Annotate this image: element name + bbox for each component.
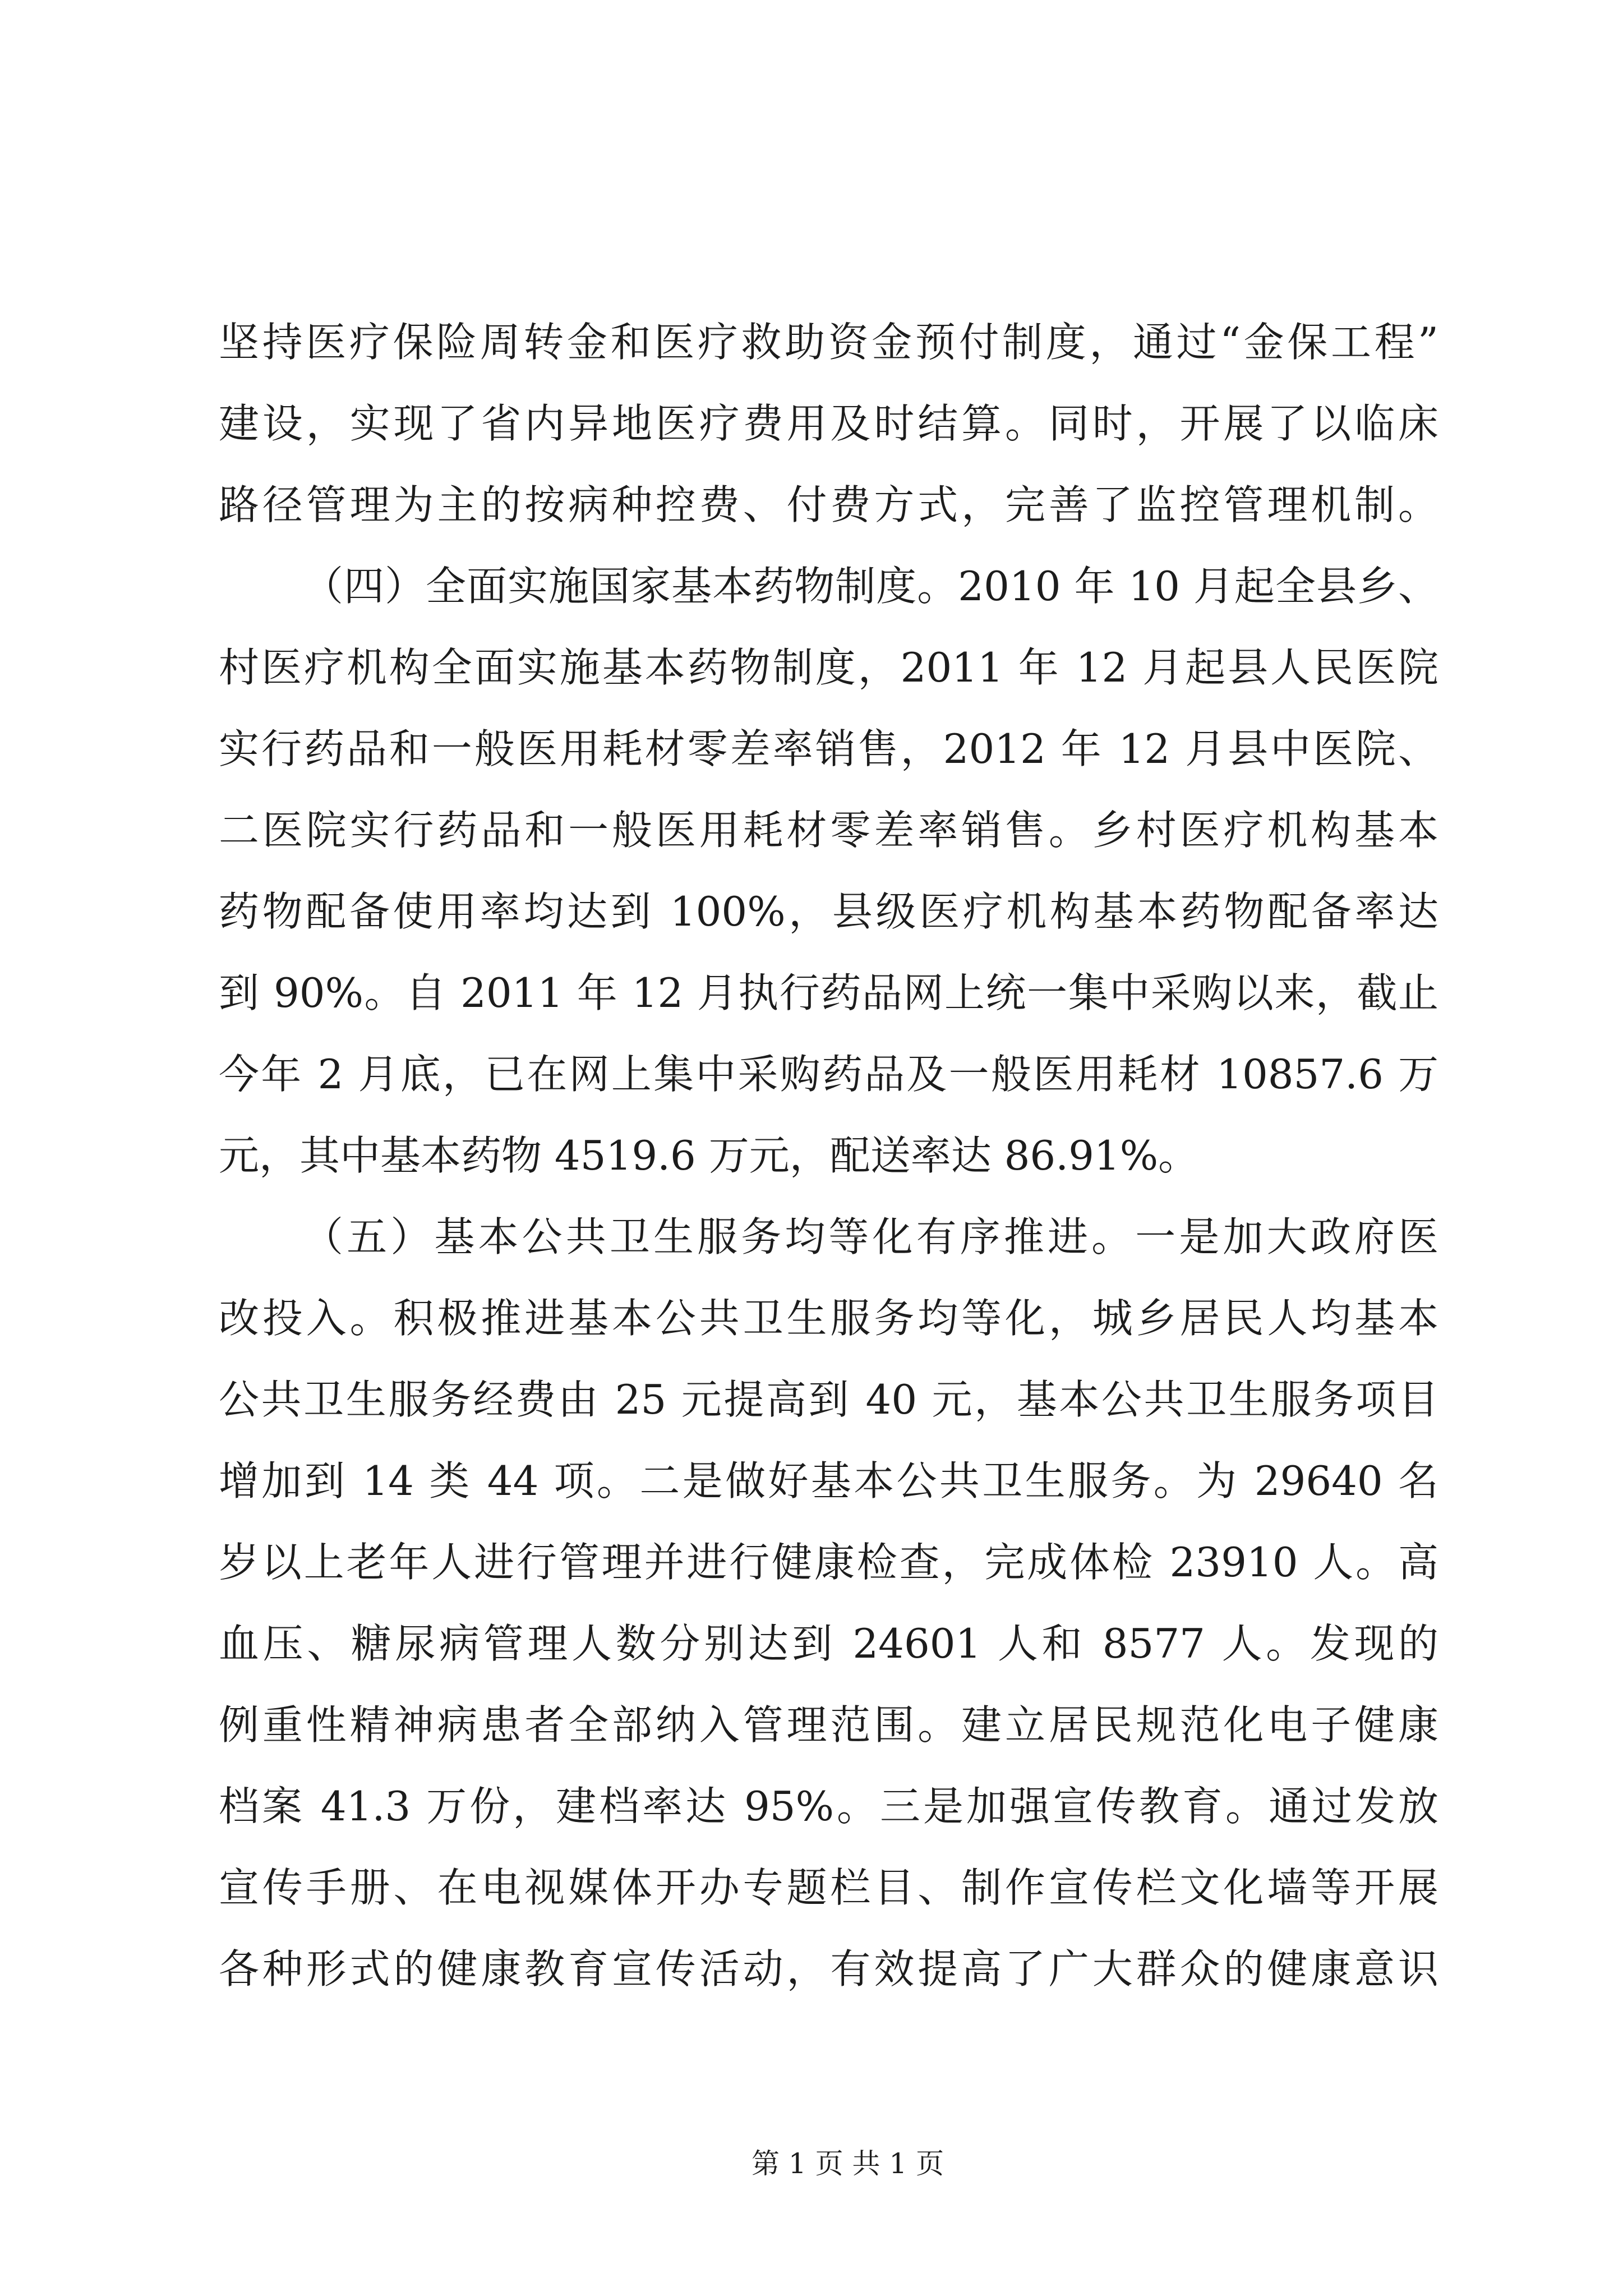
text-line: 建设，实现了省内异地医疗费用及时结算。同时，开展了以临床: [219, 400, 1438, 447]
text-line: 血压、糖尿病管理人数分别达到 24601 人和 8577 人。发现的: [219, 1620, 1438, 1667]
page-footer: 第 1 页 共 1 页: [751, 2147, 944, 2180]
text-line: 例重性精神病患者全部纳入管理范围。建立居民规范化电子健康: [219, 1701, 1438, 1749]
text-line: 村医疗机构全面实施基本药物制度，2011 年 12 月起县人民医院: [219, 644, 1438, 691]
text-line: 改投入。积极推进基本公共卫生服务均等化，城乡居民人均基本: [219, 1295, 1438, 1342]
text-line: 实行药品和一般医用耗材零差率销售，2012 年 12 月县中医院、: [219, 725, 1438, 772]
text-line: 坚持医疗保险周转金和医疗救助资金预付制度，通过“金保工程”: [219, 319, 1438, 366]
text-line: 公共卫生服务经费由 25 元提高到 40 元，基本公共卫生服务项目: [219, 1376, 1438, 1423]
text-line: 档案 41.3 万份，建档率达 95%。三是加强宣传教育。通过发放: [219, 1783, 1438, 1830]
text-line: （四）全面实施国家基本药物制度。2010 年 10 月起全县乡、: [303, 563, 1438, 610]
text-line: 各种形式的健康教育宣传活动，有效提高了广大群众的健康意识: [219, 1945, 1438, 1993]
text-line: （五）基本公共卫生服务均等化有序推进。一是加大政府医: [303, 1213, 1438, 1260]
document-body: [219, 302, 1438, 2010]
text-line: 路径管理为主的按病种控费、付费方式，完善了监控管理机制。: [219, 481, 1438, 528]
text-line: 二医院实行药品和一般医用耗材零差率销售。乡村医疗机构基本: [219, 807, 1438, 854]
text-line: 到 90%。自 2011 年 12 月执行药品网上统一集中采购以来，截止: [219, 969, 1438, 1016]
text-line: 增加到 14 类 44 项。二是做好基本公共卫生服务。为 29640 名: [219, 1457, 1438, 1504]
text-line: 药物配备使用率均达到 100%，县级医疗机构基本药物配备率达: [219, 888, 1438, 935]
text-line: 元，其中基本药物 4519.6 万元，配送率达 86.91%。: [219, 1132, 1199, 1179]
text-line: 今年 2 月底，已在网上集中采购药品及一般医用耗材 10857.6 万: [219, 1051, 1438, 1098]
text-line: 岁以上老年人进行管理并进行健康检查，完成体检 23910 人。高: [219, 1539, 1438, 1586]
text-line: 宣传手册、在电视媒体开办专题栏目、制作宣传栏文化墙等开展: [219, 1864, 1438, 1911]
